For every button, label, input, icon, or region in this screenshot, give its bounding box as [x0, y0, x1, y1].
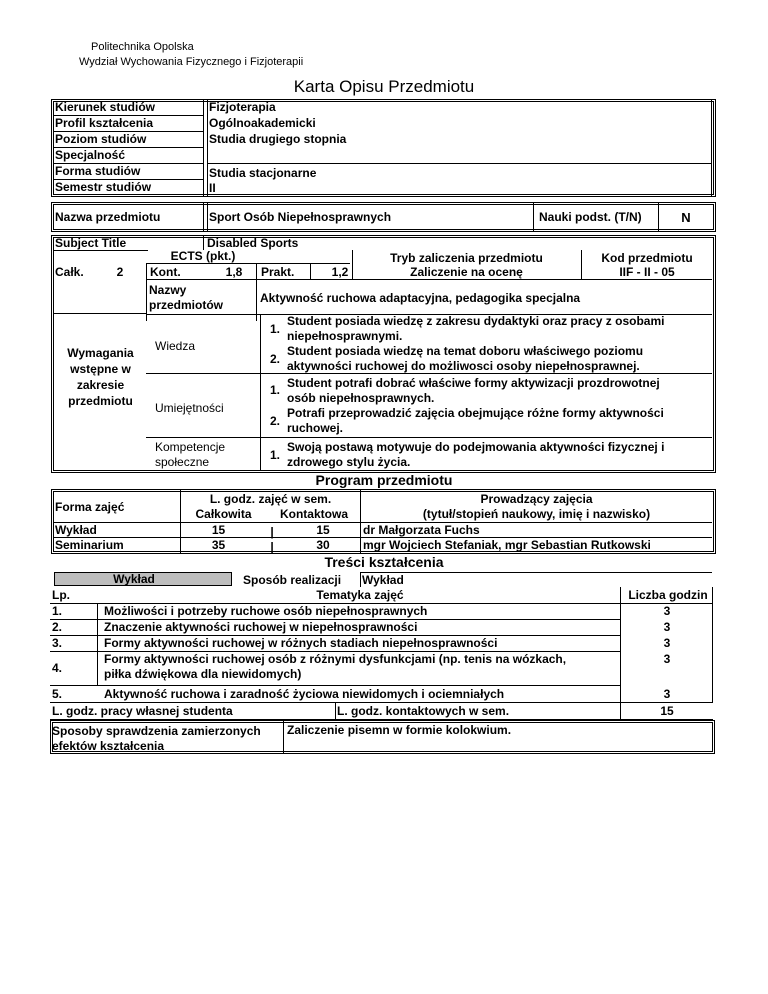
- tresci-row-2-text: Znaczenie aktywności ruchowej w niepełnosprawności: [104, 620, 418, 634]
- nazwy-label-1: Nazwy: [149, 283, 187, 297]
- sposoby-value: Zaliczenie pisemn w formie kolokwium.: [287, 723, 512, 737]
- subject-name-value: Sport Osób Niepełnosprawnych: [209, 210, 392, 224]
- prowadzacy-sub: (tytuł/stopień naukowy, imię i nazwisko): [422, 507, 651, 521]
- tresci-row-1-lp: 1.: [52, 604, 63, 618]
- kompetencje-1-line2: zdrowego stylu życia.: [287, 455, 411, 469]
- wiedza-2-num: 2.: [270, 352, 281, 366]
- info-label-kierunek: Kierunek studiów: [55, 100, 156, 114]
- tryb-value: Zaliczenie na ocenę: [410, 265, 523, 279]
- wlasnej-label: L. godz. pracy własnej studenta: [52, 704, 233, 718]
- umiejetnosci-2-num: 2.: [270, 414, 281, 428]
- program-row-2-prow: mgr Wojciech Stefaniak, mgr Sebastian Rutkowski: [363, 538, 651, 552]
- info-value-poziom: Studia drugiego stopnia: [209, 132, 347, 146]
- program-row-1-forma: Wykład: [55, 523, 97, 537]
- program-row-1-sep: |: [270, 525, 274, 539]
- prowadzacy-label: Prowadzący zajęcia: [480, 492, 593, 506]
- umiejetnosci-1-num: 1.: [270, 383, 281, 397]
- tresci-type-label: Wykład: [113, 572, 155, 586]
- tresci-row-2-hours: 3: [663, 620, 671, 634]
- ects-prakt-label: Prakt.: [261, 265, 295, 279]
- info-value-semestr: II: [209, 181, 216, 195]
- info-label-specjalnosc: Specjalność: [55, 148, 126, 162]
- faculty-name: Wydział Wychowania Fizycznego i Fizjoterapii: [79, 56, 304, 68]
- nauki-label: Nauki podst. (T/N): [539, 210, 642, 224]
- wiedza-2-line2: aktywności ruchowej do możliwosci osoby niepełnosprawnej.: [287, 359, 640, 373]
- program-row-1-prow: dr Małgorzata Fuchs: [363, 523, 480, 537]
- program-row-2-kont: 30: [316, 538, 330, 552]
- wymagania-label-3: zakresie: [76, 378, 125, 392]
- subject-name-label: Nazwa przedmiotu: [55, 210, 161, 224]
- nazwy-label-2: przedmiotów: [149, 298, 223, 312]
- umiejetnosci-1-line1: Student potrafi dobrać właściwe formy aktywizacji prozdrowotnej: [287, 376, 660, 390]
- ects-prakt-value: 1,2: [331, 265, 349, 279]
- lp-label: Lp.: [52, 588, 70, 602]
- forma-zajec-label: Forma zajęć: [55, 500, 125, 514]
- ects-calk-label: Całk.: [55, 265, 84, 279]
- kompetencje-label-1: Kompetencje: [155, 440, 226, 454]
- umiejetnosci-1-line2: osób niepełnosprawnych.: [287, 391, 435, 405]
- sposob-label: Sposób realizacji: [243, 573, 342, 587]
- ects-calk-value: 2: [116, 265, 124, 279]
- tresci-row-5-text: Aktywność ruchowa i zaradność życiowa niewidomych i ociemniałych: [104, 687, 505, 701]
- page-title: Karta Opisu Przedmiotu: [293, 77, 475, 96]
- subject-title-label: Subject Title: [55, 236, 127, 250]
- info-label-semestr: Semestr studiów: [55, 180, 152, 194]
- kontaktowych-value: 15: [660, 704, 674, 718]
- wiedza-1-num: 1.: [270, 322, 281, 336]
- info-label-poziom: Poziom studiów: [55, 132, 147, 146]
- umiejetnosci-2-line2: ruchowej.: [287, 421, 344, 435]
- program-row-2-forma: Seminarium: [55, 538, 124, 552]
- tresci-row-5-hours: 3: [663, 687, 671, 701]
- kompetencje-1-line1: Swoją postawą motywuje do podejmowania aktywności fizycznej i: [287, 440, 665, 454]
- kontaktowych-label: L. godz. kontaktowych w sem.: [337, 704, 510, 718]
- wiedza-1-line1: Student posiada wiedzę z zakresu dydaktyki oraz pracy z osobami: [287, 314, 665, 328]
- program-row-1-calk: 15: [211, 523, 226, 537]
- sposoby-label-2: efektów kształcenia: [52, 739, 165, 753]
- program-row-2-sep: |: [270, 540, 274, 554]
- wymagania-label-1: Wymagania: [67, 346, 134, 360]
- ects-kont-value: 1,8: [225, 265, 243, 279]
- tryb-label: Tryb zaliczenia przedmiotu: [390, 251, 543, 265]
- wiedza-1-line2: niepełnosprawnymi.: [287, 329, 403, 343]
- liczba-label: Liczba godzin: [628, 588, 708, 602]
- tresci-row-4-text2: piłka dźwiękowa dla niewidomych): [104, 667, 302, 681]
- ects-header: ECTS (pkt.): [170, 249, 236, 263]
- wymagania-label-4: przedmiotu: [68, 394, 133, 408]
- tresci-row-3-lp: 3.: [52, 636, 63, 650]
- tresci-row-5-lp: 5.: [52, 687, 63, 701]
- nazwy-value: Aktywność ruchowa adaptacyjna, pedagogika specjalna: [260, 291, 581, 305]
- tresci-title: Treści kształcenia: [324, 554, 444, 570]
- info-value-forma: Studia stacjonarne: [209, 166, 317, 180]
- info-value-kierunek: Fizjoterapia: [209, 100, 276, 114]
- calkowita-label: Całkowita: [195, 507, 252, 521]
- kontaktowa-label: Kontaktowa: [279, 507, 348, 521]
- wymagania-label-2: wstępne w: [70, 362, 131, 376]
- tresci-row-3-hours: 3: [663, 636, 671, 650]
- university-name: Politechnika Opolska: [91, 41, 194, 53]
- wiedza-2-line1: Student posiada wiedzę na temat doboru właściwego poziomu: [287, 344, 644, 358]
- ects-kont-label: Kont.: [150, 265, 181, 279]
- tresci-row-4-hours: 3: [663, 652, 671, 666]
- sposoby-label-1: Sposoby sprawdzenia zamierzonych: [52, 724, 261, 738]
- sposob-value: Wykład: [362, 573, 404, 587]
- subject-title-value: Disabled Sports: [207, 236, 299, 250]
- wiedza-label: Wiedza: [155, 339, 196, 353]
- info-value-profil: Ogólnoakademicki: [209, 116, 316, 130]
- info-label-forma: Forma studiów: [55, 164, 141, 178]
- nauki-value: N: [681, 210, 691, 225]
- tresci-row-1-text: Możliwości i potrzeby ruchowe osób niepełnosprawnych: [104, 604, 428, 618]
- tresci-row-2-lp: 2.: [52, 620, 63, 634]
- tresci-row-4-lp: 4.: [52, 661, 63, 675]
- kompetencje-1-num: 1.: [270, 448, 281, 462]
- tresci-row-1-hours: 3: [663, 604, 671, 618]
- program-row-1-kont: 15: [316, 523, 330, 537]
- info-label-profil: Profil kształcenia: [55, 116, 154, 130]
- umiejetnosci-label: Umiejętności: [155, 401, 224, 415]
- kod-label: Kod przedmiotu: [601, 251, 693, 265]
- tematyka-label: Tematyka zajęć: [316, 588, 404, 602]
- umiejetnosci-2-line1: Potrafi przeprowadzić zajęcia obejmujące różne formy aktywności: [287, 406, 664, 420]
- godz-label: L. godz. zajęć w sem.: [209, 492, 332, 506]
- program-row-2-calk: 35: [211, 538, 226, 552]
- tresci-row-4-text1: Formy aktywności ruchowej osób z różnymi dysfunkcjami (np. tenis na wózkach,: [104, 652, 567, 666]
- kod-value: IIF - II - 05: [619, 265, 675, 279]
- kompetencje-label-2: społeczne: [155, 455, 210, 469]
- tresci-row-3-text: Formy aktywności ruchowej w różnych stadiach niepełnosprawności: [104, 636, 498, 650]
- program-title: Program przedmiotu: [315, 472, 453, 488]
